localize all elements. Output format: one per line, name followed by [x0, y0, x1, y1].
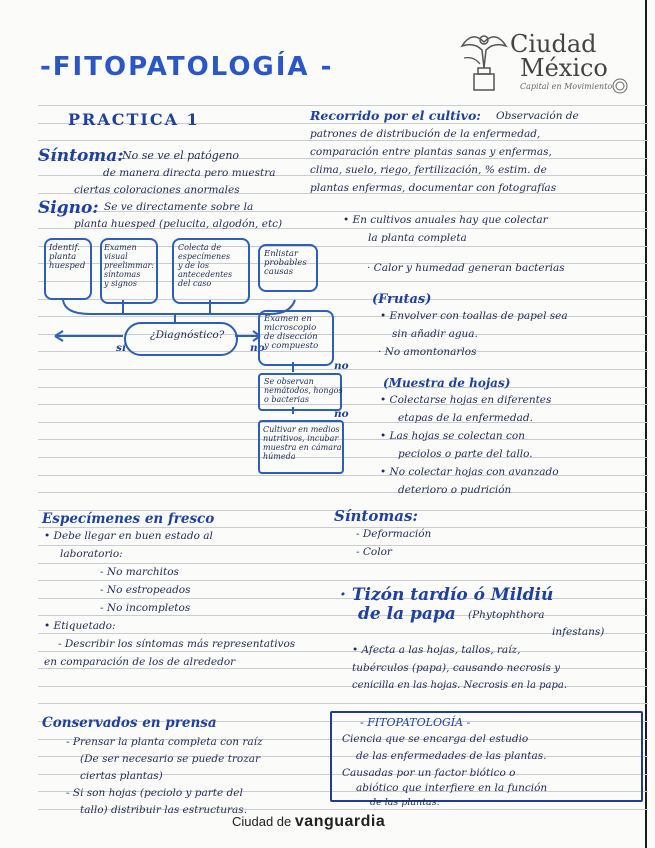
conservados-text-1: - Prensar la planta completa con raíz	[66, 736, 263, 748]
tizon-sci-1: (Phytophthora	[468, 609, 545, 621]
conservados-text-5: tallo) distribuir las estructuras.	[80, 804, 248, 816]
hojas-text-3: • Las hojas se colectan con	[380, 430, 525, 442]
footer-prefix: Ciudad de	[232, 814, 295, 829]
hojas-text-5: • No colectar hojas con avanzado	[380, 466, 559, 478]
ruled-line	[38, 140, 648, 141]
culture-media-text: Cultivar en medios nutritivos, incubar muestra en cámara húmeda	[263, 425, 342, 461]
angel-monument-icon	[454, 28, 514, 96]
sintoma-text-2: de manera directa pero muestra	[103, 167, 276, 179]
calor-text: · Calor y humedad generan bacterias	[367, 262, 565, 274]
definition-text-2: de las enfermedades de las plantas.	[356, 750, 547, 762]
diagnosis-label: ¿Diagnóstico?	[150, 329, 225, 341]
ruled-line	[38, 492, 648, 493]
hojas-text-4: peciolos o parte del tallo.	[398, 448, 533, 460]
definition-text-4: abiótico que interfiere en la función	[356, 782, 548, 794]
recorrido-text-3: comparación entre plantas sanas y enfermas,	[310, 146, 552, 158]
sintoma-label: Síntoma:	[38, 146, 124, 166]
sintomas-text-1: - Deformación	[356, 528, 432, 540]
conservados-text-4: - Si son hojas (peciolo y parte del	[66, 787, 243, 799]
specimen-collection-text: Colecta de especímenes y de los antecedentes del caso	[178, 243, 233, 288]
logo-name-2: México	[520, 54, 608, 82]
definition-title: - FITOPATOLOGÍA -	[360, 716, 471, 729]
anuales-text-1: • En cultivos anuales hay que colectar	[343, 214, 548, 226]
hojas-text-6: deterioro o pudrición	[398, 484, 512, 496]
recorrido-text-1: Observación de	[496, 110, 579, 122]
recorrido-text-5: plantas enfermas, documentar con fotografías	[310, 182, 557, 194]
especimenes-text-7: - Describir los síntomas más representativos	[58, 638, 296, 650]
ruled-line	[38, 527, 648, 528]
definition-text-3: Causadas por un factor biótico o	[342, 767, 516, 779]
logo-name: Ciudad	[510, 30, 597, 58]
tizon-sci-2: infestans)	[552, 626, 605, 638]
sintoma-text-1: No se ve el patógeno	[122, 149, 240, 162]
recorrido-text-4: clima, suelo, riego, fertilización, % estim. de	[310, 164, 547, 176]
signo-label: Signo:	[38, 198, 99, 218]
page-title: -FITOPATOLOGÍA -	[40, 52, 334, 82]
tizon-text-3: cenicilla en las hojas. Necrosis en la papa.	[352, 680, 568, 691]
signo-text-1: Se ve directamente sobre la	[104, 201, 254, 213]
sintomas-label: Síntomas:	[334, 507, 418, 525]
recorrido-text-2: patrones de distribución de la enfermedad,	[310, 128, 541, 140]
especimenes-text-4: - No estropeados	[100, 584, 191, 596]
signo-text-2: planta huesped (pelucita, algodón, etc)	[74, 218, 283, 230]
conservados-label: Conservados en prensa	[42, 715, 217, 731]
conservados-text-2: (De ser necesario se puede trozar	[80, 753, 261, 765]
hojas-label: (Muestra de hojas)	[383, 376, 511, 390]
ruled-line	[38, 105, 648, 106]
especimenes-text-6: • Etiquetado:	[44, 620, 116, 632]
definition-text-5: de las plantas.	[370, 797, 440, 808]
seal-icon	[612, 78, 628, 94]
ruled-line	[38, 615, 648, 616]
tizon-text-1: • Afecta a las hojas, tallos, raíz,	[352, 644, 521, 656]
ruled-line	[38, 651, 648, 652]
footer-brand-name: vanguardia	[294, 813, 386, 830]
ruled-line	[38, 545, 648, 546]
logo-tagline: Capital en Movimiento	[520, 82, 613, 91]
visual-exam-text: Examen visual preelimmar: síntomas y signos	[104, 243, 154, 288]
frutas-text-1: • Envolver con toallas de papel sea	[380, 310, 568, 322]
ruled-line	[38, 703, 648, 704]
no-label-2: no	[334, 360, 349, 372]
observe-organisms-text: Se observan nemátodos, hongos o bacterias	[264, 377, 343, 404]
hojas-text-1: • Colectarse hojas en diferentes	[380, 394, 552, 406]
anuales-text-2: la planta completa	[368, 232, 467, 244]
identify-host-text: Identif. planta huesped	[49, 243, 86, 271]
especimenes-text-1: • Debe llegar en buen estado al	[44, 530, 213, 542]
sintomas-text-2: - Color	[356, 546, 392, 558]
ruled-line	[38, 563, 648, 564]
frutas-label: (Frutas)	[372, 292, 432, 307]
no-label-3: no	[334, 408, 349, 420]
especimenes-text-3: - No marchitos	[100, 566, 179, 578]
conservados-text-3: ciertas plantas)	[80, 770, 163, 782]
sintoma-text-3: ciertas coloraciones anormales	[74, 184, 240, 196]
diagnosis-no-label: no	[250, 342, 265, 354]
tizon-title-1: · Tizón tardío ó Mildiú	[340, 585, 554, 605]
cdmx-logo	[454, 28, 629, 100]
definition-text-1: Ciencia que se encarga del estudio	[342, 733, 529, 745]
tizon-text-2: tubérculos (papa), causando necrosis y	[352, 662, 561, 674]
diagnosis-yes-label: sí	[116, 342, 126, 354]
especimenes-text-2: laboratorio:	[60, 548, 123, 560]
tizon-title-2: de la papa	[358, 604, 456, 624]
ruled-line	[38, 580, 648, 581]
especimenes-text-8: en comparación de los de alrededor	[44, 656, 236, 668]
frutas-text-2: sin añadir agua.	[392, 328, 478, 340]
footer-brand	[232, 813, 385, 831]
hojas-text-2: etapas de la enfermedad.	[398, 412, 533, 424]
microscope-exam-text: Examen en microscopio de disección y compuesto	[264, 314, 319, 351]
frutas-text-3: · No amontonarlos	[378, 346, 477, 358]
recorrido-label: Recorrido por el cultivo:	[310, 108, 481, 123]
probable-causes-text: Enlistar probables causas	[264, 249, 307, 277]
especimenes-label: Especímenes en fresco	[42, 511, 215, 527]
especimenes-text-5: - No incompletos	[100, 602, 191, 614]
practica-heading: PRACTICA 1	[68, 110, 200, 129]
